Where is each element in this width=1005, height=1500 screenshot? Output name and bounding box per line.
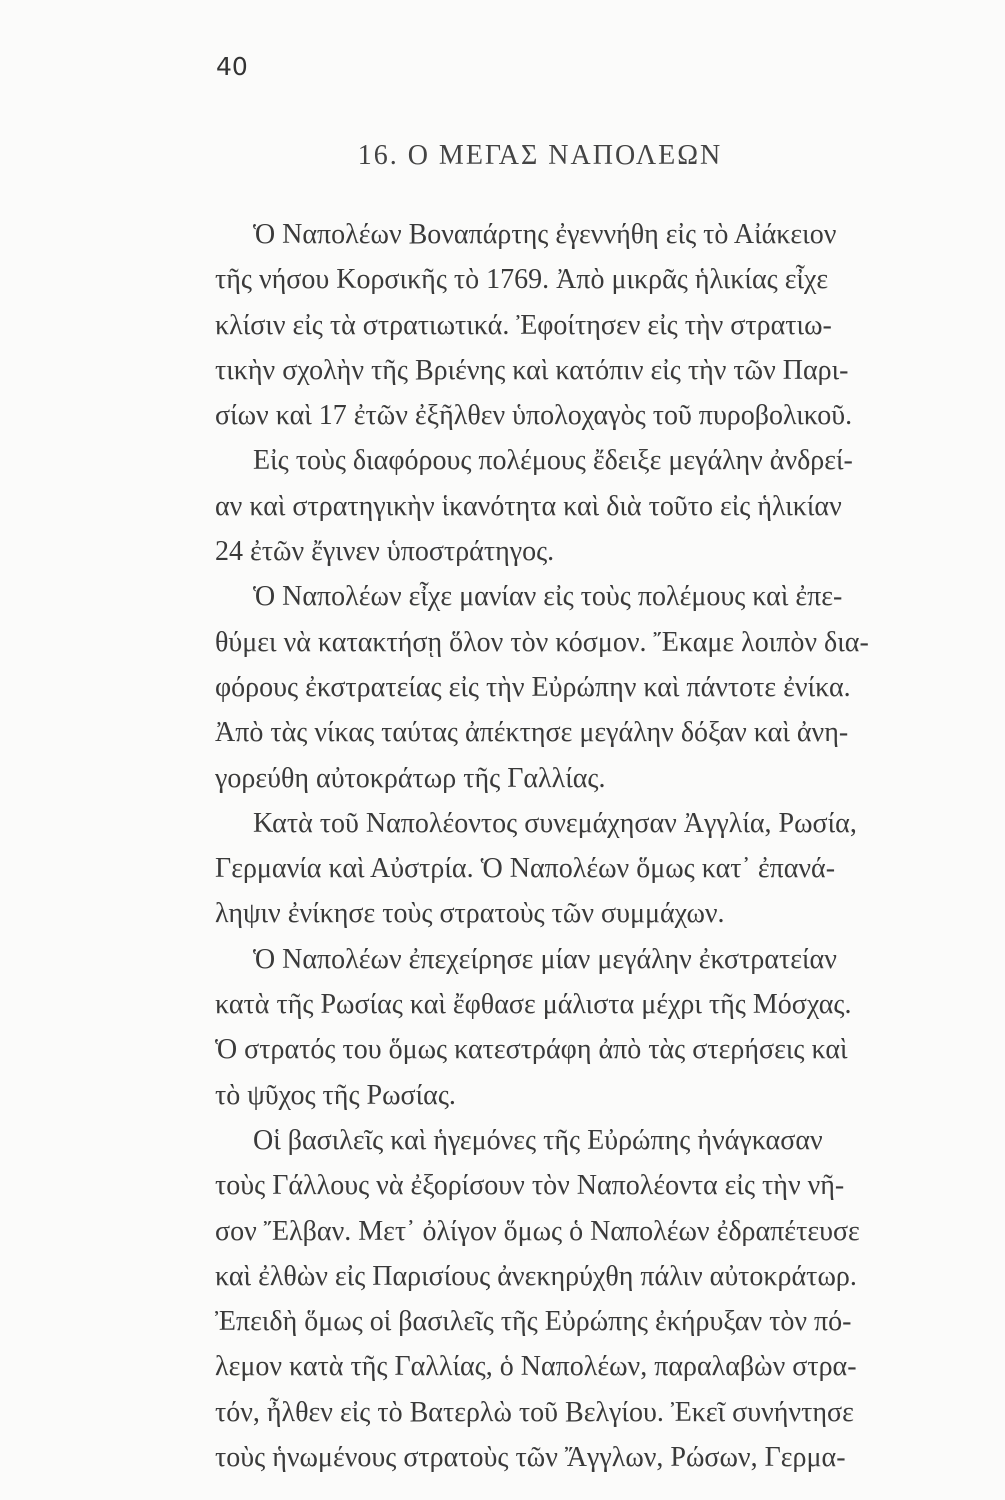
text-line: λεμον κατὰ τῆς Γαλλίας, ὁ Ναπολέων, παραλαβὼν στρα- — [215, 1351, 857, 1383]
page-number: 40 — [216, 52, 248, 81]
text-line: Ὁ στρατός του ὅμως κατεστράφη ἀπὸ τὰς στερήσεις καὶ — [215, 1034, 848, 1066]
text-line: Ὁ Ναπολέων Βοναπάρτης ἐγεννήθη εἰς τὸ Αἰάκειον — [253, 219, 837, 250]
text-line: κλίσιν εἰς τὰ στρατιωτικά. Ἐφοίτησεν εἰς τὴν στρατιω- — [215, 309, 832, 341]
text-line: σον Ἔλβαν. Μετ᾽ ὀλίγον ὅμως ὁ Ναπολέων ἐδραπέτευσε — [215, 1215, 860, 1247]
text-line: Ὁ Ναπολέων ἐπεχείρησε μίαν μεγάλην ἐκστρατείαν — [253, 943, 837, 975]
text-line: φόρους ἐκστρατείας εἰς τὴν Εὐρώπην καὶ πάντοτε ἐνίκα. — [215, 671, 851, 703]
text-line: Ὁ Ναπολέων εἶχε μανίαν εἰς τοὺς πολέμους καὶ ἐπε- — [253, 581, 843, 613]
text-line: 24 ἐτῶν ἔγινεν ὑποστράτηγος. — [215, 536, 555, 568]
text-line: Ἀπὸ τὰς νίκας ταύτας ἀπέκτησε μεγάλην δόξαν καὶ ἀνη- — [215, 717, 849, 749]
text-line: αν καὶ στρατηγικὴν ἱκανότητα καὶ διὰ τοῦτο εἰς ἡλικίαν — [215, 490, 842, 522]
text-line: τόν, ἦλθεν εἰς τὸ Βατερλὼ τοῦ Βελγίου. Ἐκεῖ συνήντησε — [215, 1396, 854, 1428]
text-line: Εἰς τοὺς διαφόρους πολέμους ἔδειξε μεγάλην ἀνδρεί- — [253, 445, 853, 477]
chapter-title: 16. Ο ΜΕΓΑΣ ΝΑΠΟΛΕΩΝ — [357, 140, 723, 171]
text-line: τῆς νήσου Κορσικῆς τὸ 1769. Ἀπὸ μικρᾶς ἡλικίας εἶχε — [215, 264, 829, 296]
text-line: Οἱ βασιλεῖς καὶ ἡγεμόνες τῆς Εὐρώπης ἠνάγκασαν — [253, 1124, 823, 1156]
text-line: τὸ ψῦχος τῆς Ρωσίας. — [215, 1079, 456, 1111]
text-line: θύμει νὰ κατακτήσῃ ὅλον τὸν κόσμον. Ἔκαμε λοιπὸν δια- — [215, 626, 869, 658]
text-line: τοὺς Γάλλους νὰ ἐξορίσουν τὸν Ναπολέοντα εἰς τὴν νῆ- — [215, 1170, 845, 1202]
text-line: σίων καὶ 17 ἐτῶν ἐξῆλθεν ὑπολοχαγὸς τοῦ πυροβολικοῦ. — [215, 400, 853, 432]
text-line: κατὰ τῆς Ρωσίας καὶ ἔφθασε μάλιστα μέχρι τῆς Μόσχας. — [215, 989, 852, 1021]
text-line: Κατὰ τοῦ Ναπολέοντος συνεμάχησαν Ἀγγλία, Ρωσία, — [253, 807, 857, 839]
body-text — [215, 212, 985, 1480]
text-line: Γερμανία καὶ Αὐστρία. Ὁ Ναπολέων ὅμως κατ᾽ ἐπανά- — [215, 853, 836, 885]
text-line: τικὴν σχολὴν τῆς Βριένης καὶ κατόπιν εἰς τὴν τῶν Παρι- — [215, 354, 849, 386]
text-line: γορεύθη αὐτοκράτωρ τῆς Γαλλίας. — [215, 762, 606, 794]
text-line: ληψιν ἐνίκησε τοὺς στρατοὺς τῶν συμμάχων. — [215, 898, 725, 930]
text-line: τοὺς ἡνωμένους στρατοὺς τῶν Ἄγγλων, Ρώσων, Γερμα- — [215, 1442, 846, 1474]
text-line: Ἐπειδὴ ὅμως οἱ βασιλεῖς τῆς Εὐρώπης ἐκήρυξαν τὸν πό- — [215, 1306, 852, 1338]
text-line: καὶ ἐλθὼν εἰς Παρισίους ἀνεκηρύχθη πάλιν αὐτοκράτωρ. — [215, 1260, 857, 1292]
